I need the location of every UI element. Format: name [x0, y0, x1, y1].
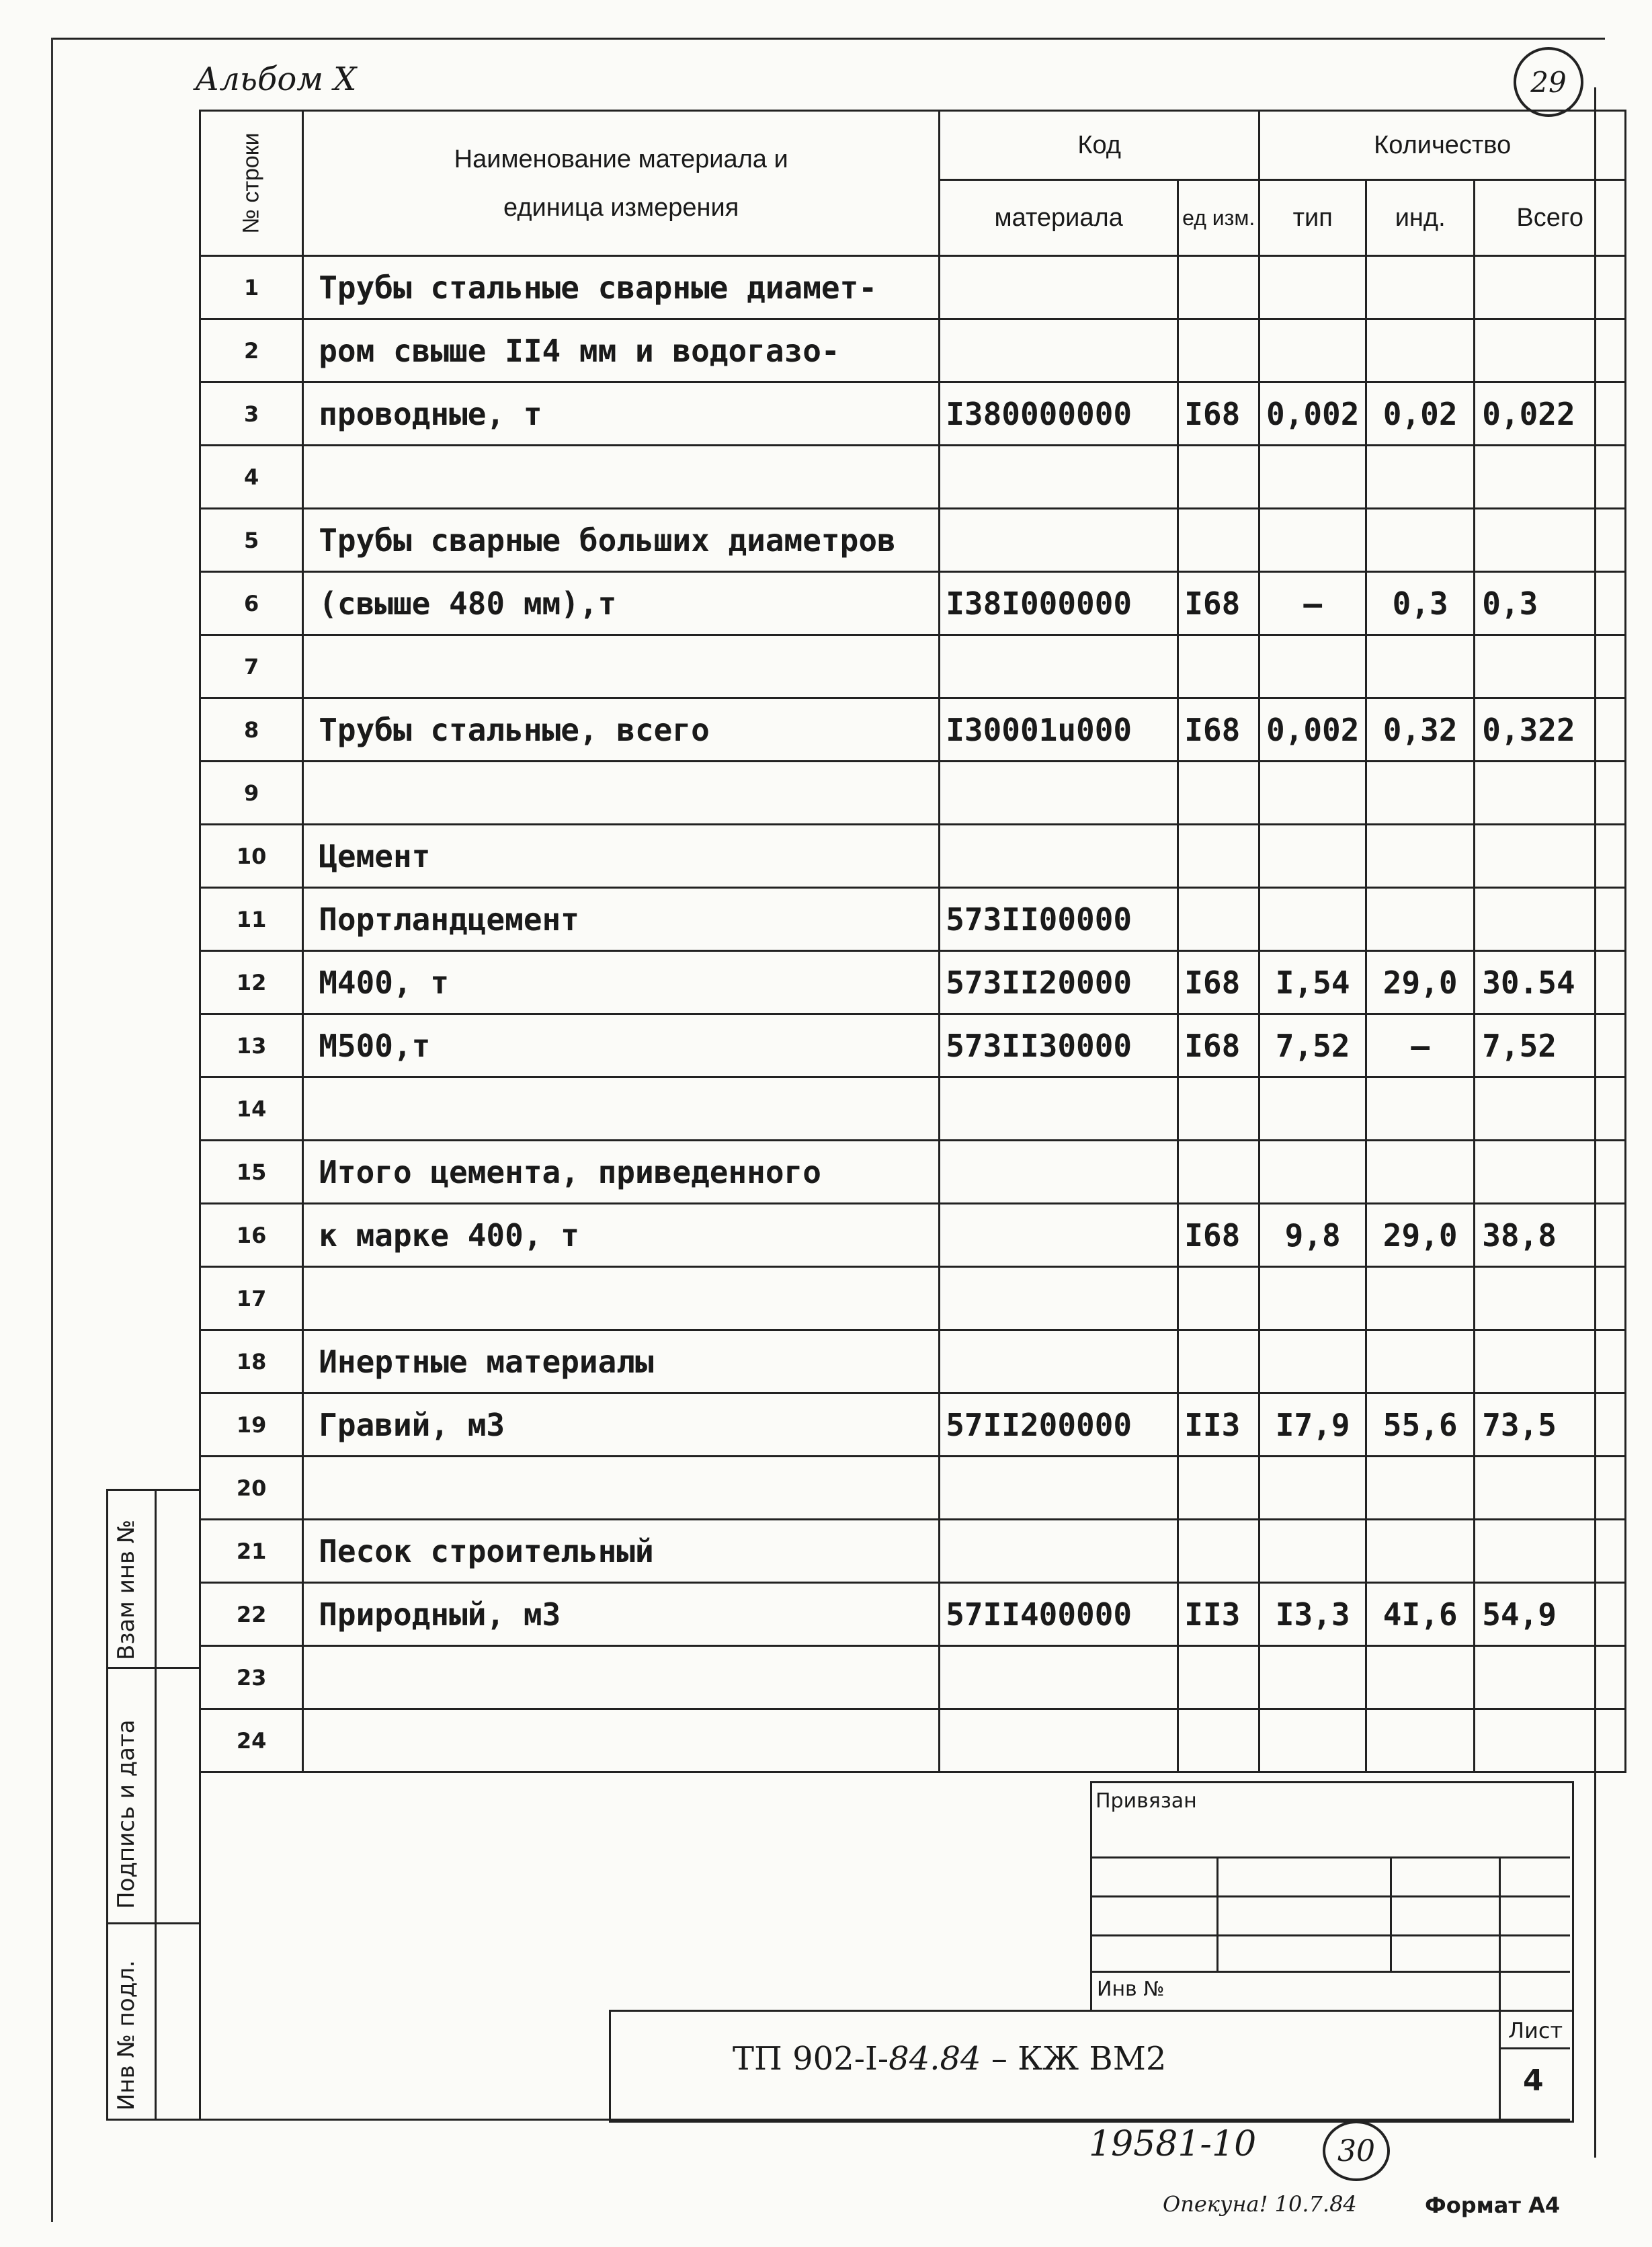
cell-unit: I68	[1178, 1204, 1259, 1267]
cell-unit	[1178, 1077, 1259, 1141]
cell-typ	[1259, 1141, 1366, 1204]
cell-code: 57II200000	[940, 1393, 1178, 1457]
table-row	[200, 1393, 1626, 1457]
cell-name	[303, 762, 940, 825]
side-label-vzam-inv: Взам инв №	[113, 1519, 140, 1660]
side-stamp-outer	[106, 1489, 108, 2121]
cell-n: 2	[200, 319, 303, 382]
cell-total: 0,322	[1475, 698, 1626, 762]
cell-total: 7,52	[1475, 1014, 1626, 1077]
cell-n: 11	[200, 888, 303, 951]
cell-n: 3	[200, 382, 303, 446]
cell-name: Трубы сварные больших диаметров	[303, 509, 940, 572]
cell-code	[940, 1267, 1178, 1330]
header-code-material: материала	[940, 180, 1178, 256]
cell-typ: I7,9	[1259, 1393, 1366, 1457]
cell-total	[1475, 635, 1626, 698]
table-row	[200, 319, 1626, 382]
header-quantity: Количество	[1259, 111, 1626, 180]
cell-typ: 0,002	[1259, 698, 1366, 762]
cell-n: 10	[200, 825, 303, 888]
designation-hand: 84.84	[889, 2040, 981, 2078]
cell-code: 573II20000	[940, 951, 1178, 1014]
table-row	[200, 1077, 1626, 1141]
cell-ind	[1366, 1709, 1475, 1772]
cell-n: 8	[200, 698, 303, 762]
table-row	[200, 762, 1626, 825]
cell-code	[940, 635, 1178, 698]
cell-typ: 0,002	[1259, 382, 1366, 446]
cell-unit	[1178, 319, 1259, 382]
cell-total	[1475, 888, 1626, 951]
cell-unit	[1178, 1267, 1259, 1330]
cell-total: 30.54	[1475, 951, 1626, 1014]
cell-code	[940, 319, 1178, 382]
cell-typ	[1259, 1457, 1366, 1520]
cell-name: (свыше 480 мм),т	[303, 572, 940, 635]
cell-total: 0,3	[1475, 572, 1626, 635]
cell-ind	[1366, 1330, 1475, 1393]
cell-ind	[1366, 1077, 1475, 1141]
cell-ind: 55,6	[1366, 1393, 1475, 1457]
cell-unit: I68	[1178, 698, 1259, 762]
cell-n: 1	[200, 256, 303, 319]
cell-total	[1475, 1077, 1626, 1141]
cell-typ	[1259, 256, 1366, 319]
cell-n: 22	[200, 1583, 303, 1646]
table-row	[200, 1583, 1626, 1646]
copied-note: Опекуна! 10.7.84	[1163, 2191, 1357, 2217]
cell-code: I38I000000	[940, 572, 1178, 635]
cell-code	[940, 1077, 1178, 1141]
side-label-sign-date: Подпись и дата	[113, 1719, 140, 1909]
privyazan-row3	[1090, 1934, 1570, 1936]
cell-name	[303, 1709, 940, 1772]
cell-ind: 0,3	[1366, 572, 1475, 635]
cell-name: Природный, м3	[303, 1583, 940, 1646]
page-number-circle	[1514, 47, 1583, 117]
table-body	[200, 256, 1626, 1772]
cell-unit	[1178, 446, 1259, 509]
header-qty-total: Всего	[1475, 180, 1626, 256]
cell-unit	[1178, 1141, 1259, 1204]
cell-typ	[1259, 509, 1366, 572]
cell-total	[1475, 1267, 1626, 1330]
cell-code	[940, 825, 1178, 888]
cell-typ	[1259, 888, 1366, 951]
cell-total	[1475, 1141, 1626, 1204]
cell-n: 7	[200, 635, 303, 698]
cell-ind	[1366, 509, 1475, 572]
cell-name: Трубы стальные сварные диамет-	[303, 256, 940, 319]
cell-n: 23	[200, 1646, 303, 1709]
cell-unit	[1178, 1709, 1259, 1772]
cell-n: 21	[200, 1520, 303, 1583]
cell-unit: I68	[1178, 572, 1259, 635]
cell-n: 18	[200, 1330, 303, 1393]
cell-name	[303, 1457, 940, 1520]
table-row	[200, 1520, 1626, 1583]
cell-typ: –	[1259, 572, 1366, 635]
cell-ind	[1366, 1457, 1475, 1520]
cell-ind	[1366, 1267, 1475, 1330]
table-row	[200, 888, 1626, 951]
cell-ind: 29,0	[1366, 1204, 1475, 1267]
cell-unit: II3	[1178, 1583, 1259, 1646]
cell-total	[1475, 825, 1626, 888]
cell-typ	[1259, 1646, 1366, 1709]
cell-ind	[1366, 762, 1475, 825]
cell-name: М400, т	[303, 951, 940, 1014]
cell-name: Трубы стальные, всего	[303, 698, 940, 762]
cell-typ	[1259, 1520, 1366, 1583]
privyazan-label: Привязан	[1096, 1789, 1197, 1813]
table-row	[200, 446, 1626, 509]
inv-no-label: Инв №	[1097, 1977, 1165, 2001]
cell-total	[1475, 319, 1626, 382]
cell-total	[1475, 1709, 1626, 1772]
cell-n: 24	[200, 1709, 303, 1772]
side-stamp-inner	[155, 1489, 157, 2121]
privyazan-col1	[1216, 1856, 1219, 1972]
lower-frame-left	[199, 1670, 201, 2120]
cell-typ	[1259, 1267, 1366, 1330]
side-stamp-top	[106, 1489, 200, 1491]
table-row	[200, 572, 1626, 635]
table-row	[200, 1330, 1626, 1393]
table-row	[200, 1267, 1626, 1330]
page-number: 29	[1530, 65, 1567, 99]
cell-name: Цемент	[303, 825, 940, 888]
cell-typ: 9,8	[1259, 1204, 1366, 1267]
cell-total	[1475, 446, 1626, 509]
cell-n: 4	[200, 446, 303, 509]
cell-unit	[1178, 1646, 1259, 1709]
cell-unit	[1178, 1457, 1259, 1520]
cell-code	[940, 1457, 1178, 1520]
cell-code	[940, 1709, 1178, 1772]
cell-code	[940, 509, 1178, 572]
cell-unit	[1178, 635, 1259, 698]
cell-ind: –	[1366, 1014, 1475, 1077]
cell-n: 17	[200, 1267, 303, 1330]
cell-code	[940, 762, 1178, 825]
header-row-no: № строки	[238, 132, 264, 234]
side-stamp-bottom	[106, 2119, 200, 2121]
cell-name: Итого цемента, приведенного	[303, 1141, 940, 1204]
cell-total	[1475, 762, 1626, 825]
frame-left	[51, 38, 53, 2222]
privyazan-col3	[1499, 1856, 1501, 2011]
cell-typ	[1259, 319, 1366, 382]
cell-code: I30001u000	[940, 698, 1178, 762]
cell-n: 13	[200, 1014, 303, 1077]
cell-total: 73,5	[1475, 1393, 1626, 1457]
table-row	[200, 382, 1626, 446]
cell-unit: I68	[1178, 1014, 1259, 1077]
cell-code: 57II400000	[940, 1583, 1178, 1646]
cell-typ	[1259, 1077, 1366, 1141]
materials-table	[199, 110, 1626, 1773]
table-row	[200, 1457, 1626, 1520]
cell-name	[303, 1267, 940, 1330]
cell-typ	[1259, 1709, 1366, 1772]
cell-ind	[1366, 446, 1475, 509]
table-row	[200, 509, 1626, 572]
header-qty-type: тип	[1259, 180, 1366, 256]
privyazan-row1	[1090, 1856, 1570, 1858]
cell-ind: 0,02	[1366, 382, 1475, 446]
cell-n: 15	[200, 1141, 303, 1204]
cell-code	[940, 1141, 1178, 1204]
cell-typ	[1259, 825, 1366, 888]
cell-code: I380000000	[940, 382, 1178, 446]
table-row	[200, 1141, 1626, 1204]
cell-name: проводные, т	[303, 382, 940, 446]
cell-code	[940, 446, 1178, 509]
cell-name: ром свыше II4 мм и водогазо-	[303, 319, 940, 382]
format-label: Формат А4	[1425, 2193, 1561, 2218]
cell-code	[940, 1646, 1178, 1709]
cell-n: 20	[200, 1457, 303, 1520]
header-name-cell	[303, 111, 940, 256]
cell-ind	[1366, 635, 1475, 698]
cell-code	[940, 1204, 1178, 1267]
table-row	[200, 635, 1626, 698]
table-row	[200, 825, 1626, 888]
cell-unit	[1178, 888, 1259, 951]
cell-unit	[1178, 825, 1259, 888]
cell-unit	[1178, 256, 1259, 319]
cell-code: 573II00000	[940, 888, 1178, 951]
cell-name: Инертные материалы	[303, 1330, 940, 1393]
header-code-unit: ед изм.	[1178, 180, 1259, 256]
header-row-no-cell	[200, 111, 303, 256]
table-row	[200, 1646, 1626, 1709]
header-code: Код	[940, 111, 1259, 180]
album-label: Альбом X	[195, 60, 357, 98]
table-row	[200, 698, 1626, 762]
cell-unit	[1178, 1330, 1259, 1393]
header-qty-ind: инд.	[1366, 180, 1475, 256]
cell-n: 9	[200, 762, 303, 825]
cell-name: М500,т	[303, 1014, 940, 1077]
cell-ind	[1366, 1141, 1475, 1204]
cell-ind	[1366, 319, 1475, 382]
cell-code: 573II30000	[940, 1014, 1178, 1077]
designation-suffix: – КЖ ВМ2	[981, 2040, 1167, 2078]
cell-n: 5	[200, 509, 303, 572]
cell-n: 19	[200, 1393, 303, 1457]
doc-number: 19581-10	[1089, 2124, 1257, 2164]
cell-name	[303, 1077, 940, 1141]
cell-unit	[1178, 509, 1259, 572]
cell-total	[1475, 1457, 1626, 1520]
cell-name	[303, 635, 940, 698]
circled-number-ring	[1323, 2121, 1390, 2181]
cell-unit	[1178, 1520, 1259, 1583]
cell-total	[1475, 509, 1626, 572]
sheet-divider-v	[1499, 2010, 1501, 2119]
cell-code	[940, 1330, 1178, 1393]
cell-n: 6	[200, 572, 303, 635]
cell-name: Портландцемент	[303, 888, 940, 951]
header-row-1	[200, 111, 1626, 180]
cell-name	[303, 446, 940, 509]
privyazan-col2	[1390, 1856, 1392, 1972]
cell-ind	[1366, 1646, 1475, 1709]
table-row	[200, 1014, 1626, 1077]
side-stamp-div1	[106, 1667, 200, 1669]
frame-top	[51, 38, 1605, 40]
cell-name: Гравий, м3	[303, 1393, 940, 1457]
cell-ind: 4I,6	[1366, 1583, 1475, 1646]
designation-prefix: ТП 902-I-	[733, 2040, 889, 2078]
cell-total: 54,9	[1475, 1583, 1626, 1646]
cell-total: 0,022	[1475, 382, 1626, 446]
cell-n: 14	[200, 1077, 303, 1141]
cell-typ	[1259, 635, 1366, 698]
cell-unit: I68	[1178, 382, 1259, 446]
cell-total	[1475, 1330, 1626, 1393]
table-row	[200, 256, 1626, 319]
cell-name	[303, 1646, 940, 1709]
cell-typ	[1259, 762, 1366, 825]
cell-unit	[1178, 762, 1259, 825]
cell-unit: I68	[1178, 951, 1259, 1014]
table-row	[200, 951, 1626, 1014]
cell-typ	[1259, 446, 1366, 509]
cell-unit: II3	[1178, 1393, 1259, 1457]
cell-typ: 7,52	[1259, 1014, 1366, 1077]
table-row	[200, 1204, 1626, 1267]
table-row	[200, 1709, 1626, 1772]
cell-total	[1475, 1646, 1626, 1709]
header-name: Наименование материала и единица измерения	[454, 145, 788, 222]
cell-name: Песок строительный	[303, 1520, 940, 1583]
privyazan-row4	[1090, 1971, 1570, 1973]
cell-name: к марке 400, т	[303, 1204, 940, 1267]
sheet-value: 4	[1523, 2064, 1544, 2098]
cell-typ	[1259, 1330, 1366, 1393]
cell-ind	[1366, 825, 1475, 888]
cell-n: 16	[200, 1204, 303, 1267]
designation	[733, 2040, 1166, 2078]
side-stamp-div2	[106, 1922, 200, 1924]
sheet-label: Лист	[1508, 2018, 1563, 2043]
circled-number: 30	[1337, 2133, 1375, 2168]
cell-total: 38,8	[1475, 1204, 1626, 1267]
cell-code	[940, 256, 1178, 319]
cell-ind	[1366, 888, 1475, 951]
cell-total	[1475, 1520, 1626, 1583]
cell-total	[1475, 256, 1626, 319]
cell-ind: 29,0	[1366, 951, 1475, 1014]
cell-typ: I3,3	[1259, 1583, 1366, 1646]
cell-code	[940, 1520, 1178, 1583]
cell-ind	[1366, 256, 1475, 319]
cell-ind	[1366, 1520, 1475, 1583]
cell-typ: I,54	[1259, 951, 1366, 1014]
privyazan-row2	[1090, 1895, 1570, 1897]
sheet-divider-h	[1499, 2047, 1570, 2049]
cell-ind: 0,32	[1366, 698, 1475, 762]
side-label-inv-orig: Инв № подл.	[113, 1960, 140, 2111]
cell-n: 12	[200, 951, 303, 1014]
